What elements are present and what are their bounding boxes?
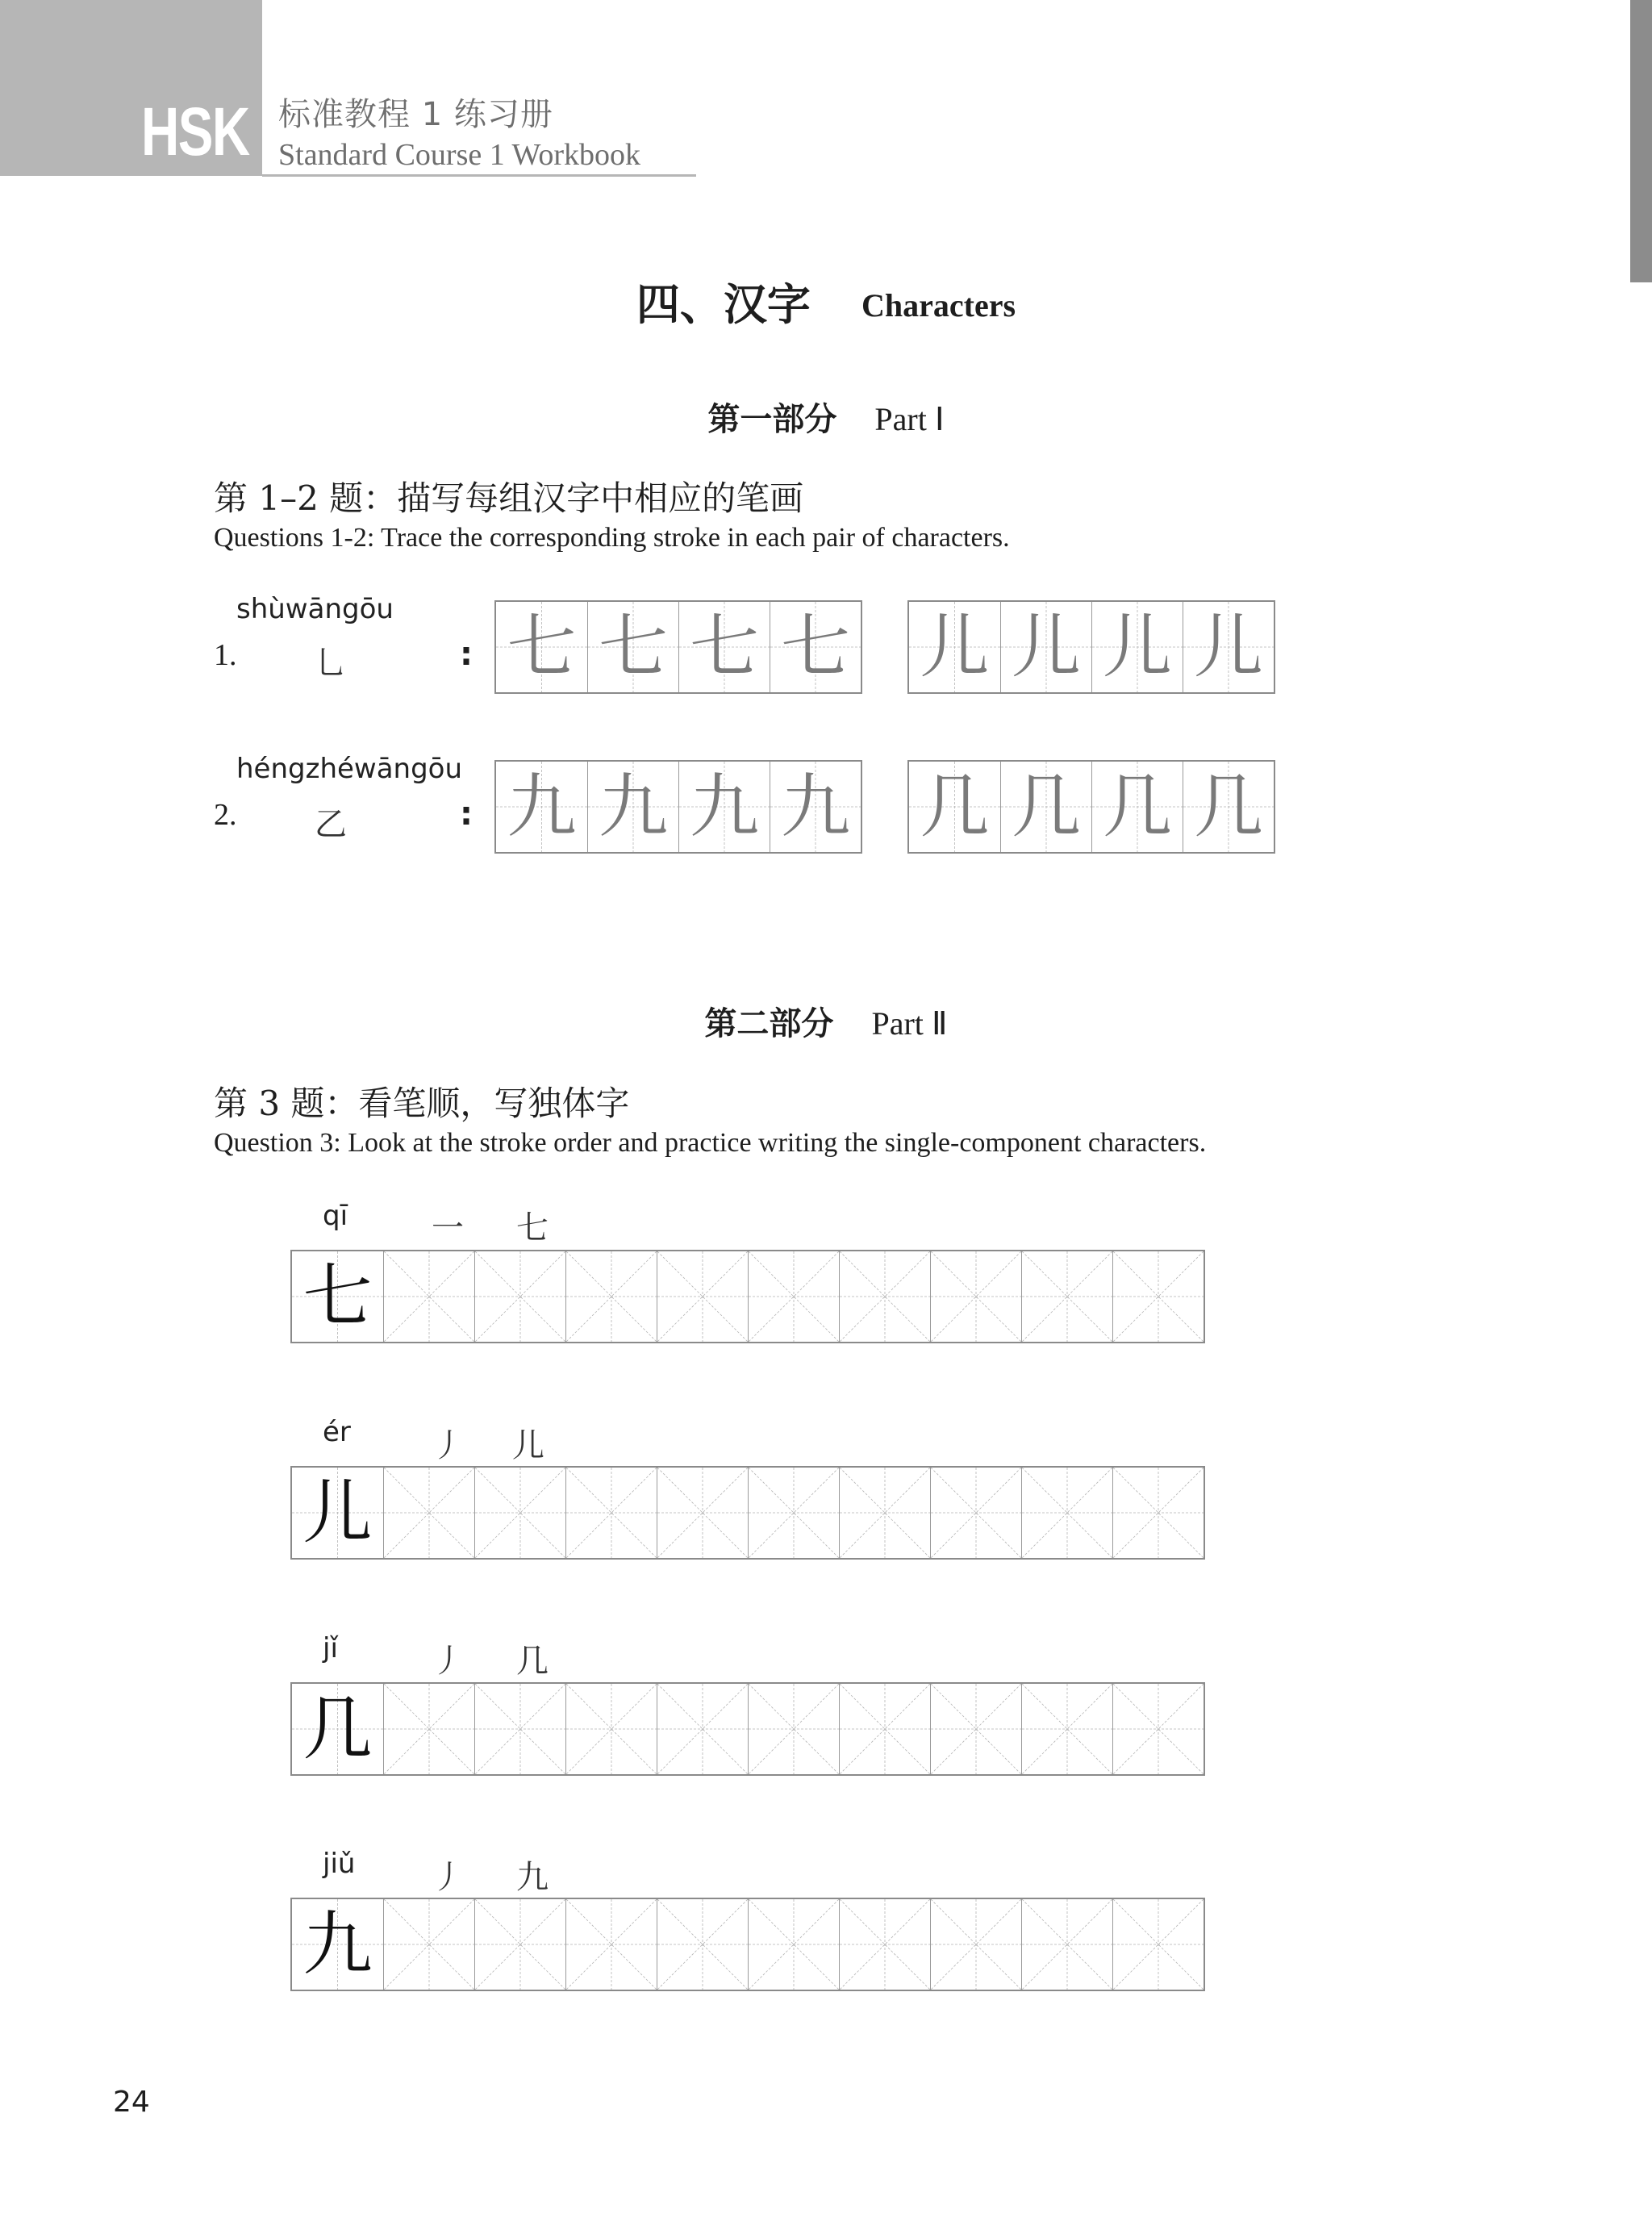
trace-cell[interactable] <box>678 762 770 852</box>
book-title-zh: 标准教程 1 练习册 <box>278 96 553 133</box>
row2-practice-grid <box>290 1466 1205 1560</box>
row3-practice-grid <box>290 1682 1205 1776</box>
practice-cell[interactable] <box>748 1251 839 1342</box>
trace-cell[interactable] <box>1091 602 1183 692</box>
section-title-en: Characters <box>861 287 1016 324</box>
row1-step-1: 一 <box>432 1209 464 1247</box>
trace-character: 九 <box>599 766 668 847</box>
part1-title-en: Part Ⅰ <box>874 401 945 437</box>
item2-colon: : <box>460 796 473 833</box>
row4-step-2: 九 <box>516 1859 549 1896</box>
trace-character: 七 <box>507 607 577 687</box>
trace-character: 儿 <box>1103 607 1172 687</box>
page-edge-tab <box>1630 0 1652 282</box>
trace-character: 七 <box>690 607 759 687</box>
trace-cell[interactable] <box>1000 602 1091 692</box>
practice-cell[interactable] <box>748 1899 839 1990</box>
practice-cell[interactable] <box>474 1684 565 1774</box>
practice-cell[interactable] <box>839 1899 930 1990</box>
practice-cell[interactable] <box>657 1468 748 1558</box>
model-character: 九 <box>302 1904 373 1985</box>
trace-character: 九 <box>507 766 577 847</box>
model-cell <box>292 1251 383 1342</box>
trace-cell[interactable] <box>1183 602 1274 692</box>
practice-cell[interactable] <box>1021 1251 1112 1342</box>
practice-cell[interactable] <box>930 1899 1021 1990</box>
trace-cell[interactable] <box>770 762 861 852</box>
practice-cell[interactable] <box>930 1684 1021 1774</box>
hsk-logo: HSK <box>141 94 249 169</box>
trace-cell[interactable] <box>587 602 678 692</box>
trace-cell[interactable] <box>909 762 1000 852</box>
row4-step-1: 丿 <box>432 1859 464 1896</box>
row4-pinyin: jiǔ <box>323 1848 356 1880</box>
trace-character: 七 <box>599 607 668 687</box>
part2-question-zh: 第 3 题：看笔顺，写独体字 <box>214 1084 630 1123</box>
item1-trace-grid-a <box>494 600 862 694</box>
trace-character: 儿 <box>1194 607 1263 687</box>
trace-character: 儿 <box>1012 607 1081 687</box>
practice-cell[interactable] <box>565 1684 657 1774</box>
part2-question-en: Question 3: Look at the stroke order and practice writing the single-component characters. <box>214 1128 1207 1158</box>
part2-title-en: Part Ⅱ <box>871 1005 948 1042</box>
practice-cell[interactable] <box>657 1251 748 1342</box>
practice-cell[interactable] <box>839 1251 930 1342</box>
practice-cell[interactable] <box>383 1899 474 1990</box>
practice-cell[interactable] <box>383 1468 474 1558</box>
trace-character: 几 <box>1103 766 1172 847</box>
practice-cell[interactable] <box>1112 1251 1204 1342</box>
practice-cell[interactable] <box>474 1899 565 1990</box>
practice-cell[interactable] <box>657 1899 748 1990</box>
item1-number: 1. <box>214 638 237 672</box>
practice-cell[interactable] <box>1112 1899 1204 1990</box>
practice-cell[interactable] <box>930 1251 1021 1342</box>
item2-trace-grid-a <box>494 760 862 854</box>
model-cell <box>292 1899 383 1990</box>
item2-stroke: 乙 <box>315 806 347 843</box>
trace-cell[interactable] <box>496 762 587 852</box>
practice-cell[interactable] <box>565 1468 657 1558</box>
row2-step-2: 儿 <box>512 1427 544 1464</box>
practice-cell[interactable] <box>383 1251 474 1342</box>
practice-cell[interactable] <box>1112 1468 1204 1558</box>
model-character: 七 <box>302 1256 373 1337</box>
trace-character: 九 <box>690 766 759 847</box>
trace-cell[interactable] <box>1000 762 1091 852</box>
model-cell <box>292 1684 383 1774</box>
book-title-en: Standard Course 1 Workbook <box>278 138 641 172</box>
section-title <box>0 270 1652 332</box>
part2-title-zh: 第二部分 <box>704 1005 834 1042</box>
practice-cell[interactable] <box>930 1468 1021 1558</box>
item2-trace-grid-b <box>907 760 1275 854</box>
item1-stroke: 乚 <box>315 645 347 682</box>
practice-cell[interactable] <box>1021 1468 1112 1558</box>
practice-cell[interactable] <box>657 1684 748 1774</box>
row4-practice-grid <box>290 1898 1205 1991</box>
page-number: 24 <box>113 2086 150 2119</box>
row2-pinyin: ér <box>323 1416 351 1448</box>
practice-cell[interactable] <box>474 1468 565 1558</box>
row2-step-1: 丿 <box>432 1427 464 1464</box>
trace-character: 七 <box>781 607 850 687</box>
item1-trace-grid-b <box>907 600 1275 694</box>
practice-cell[interactable] <box>748 1468 839 1558</box>
practice-cell[interactable] <box>748 1684 839 1774</box>
item2-number: 2. <box>214 798 237 832</box>
row1-pinyin: qī <box>323 1200 348 1232</box>
trace-cell[interactable] <box>909 602 1000 692</box>
item1-colon: : <box>460 636 473 673</box>
part2-title <box>0 998 1652 1044</box>
practice-cell[interactable] <box>565 1899 657 1990</box>
trace-cell[interactable] <box>496 602 587 692</box>
practice-cell[interactable] <box>1021 1684 1112 1774</box>
row1-step-2: 七 <box>516 1209 549 1247</box>
row3-step-2: 几 <box>516 1643 549 1680</box>
trace-character: 几 <box>1012 766 1081 847</box>
item1-stroke-pinyin: shùwāngōu <box>236 593 394 625</box>
practice-cell[interactable] <box>565 1251 657 1342</box>
trace-cell[interactable] <box>770 602 861 692</box>
practice-cell[interactable] <box>1021 1899 1112 1990</box>
trace-character: 九 <box>781 766 850 847</box>
practice-cell[interactable] <box>839 1468 930 1558</box>
row3-step-1: 丿 <box>432 1643 464 1680</box>
practice-cell[interactable] <box>1112 1684 1204 1774</box>
part1-question-zh: 第 1–2 题：描写每组汉字中相应的笔画 <box>214 478 804 518</box>
trace-character: 儿 <box>920 607 990 687</box>
practice-cell[interactable] <box>839 1684 930 1774</box>
trace-cell[interactable] <box>678 602 770 692</box>
trace-cell[interactable] <box>1091 762 1183 852</box>
row3-pinyin: jǐ <box>323 1632 338 1664</box>
section-title-zh: 四、汉字 <box>636 279 811 330</box>
part1-title-zh: 第一部分 <box>707 401 837 438</box>
trace-cell[interactable] <box>587 762 678 852</box>
model-cell <box>292 1468 383 1558</box>
model-character: 儿 <box>302 1472 373 1553</box>
item2-stroke-pinyin: héngzhéwāngōu <box>236 753 463 785</box>
model-character: 几 <box>302 1689 373 1769</box>
practice-cell[interactable] <box>383 1684 474 1774</box>
trace-character: 几 <box>920 766 990 847</box>
row1-practice-grid <box>290 1250 1205 1343</box>
part1-question-en: Questions 1-2: Trace the corresponding stroke in each pair of characters. <box>214 523 1010 553</box>
trace-cell[interactable] <box>1183 762 1274 852</box>
trace-character: 几 <box>1194 766 1263 847</box>
header-rule <box>262 174 696 177</box>
part1-title <box>0 394 1652 440</box>
practice-cell[interactable] <box>474 1251 565 1342</box>
